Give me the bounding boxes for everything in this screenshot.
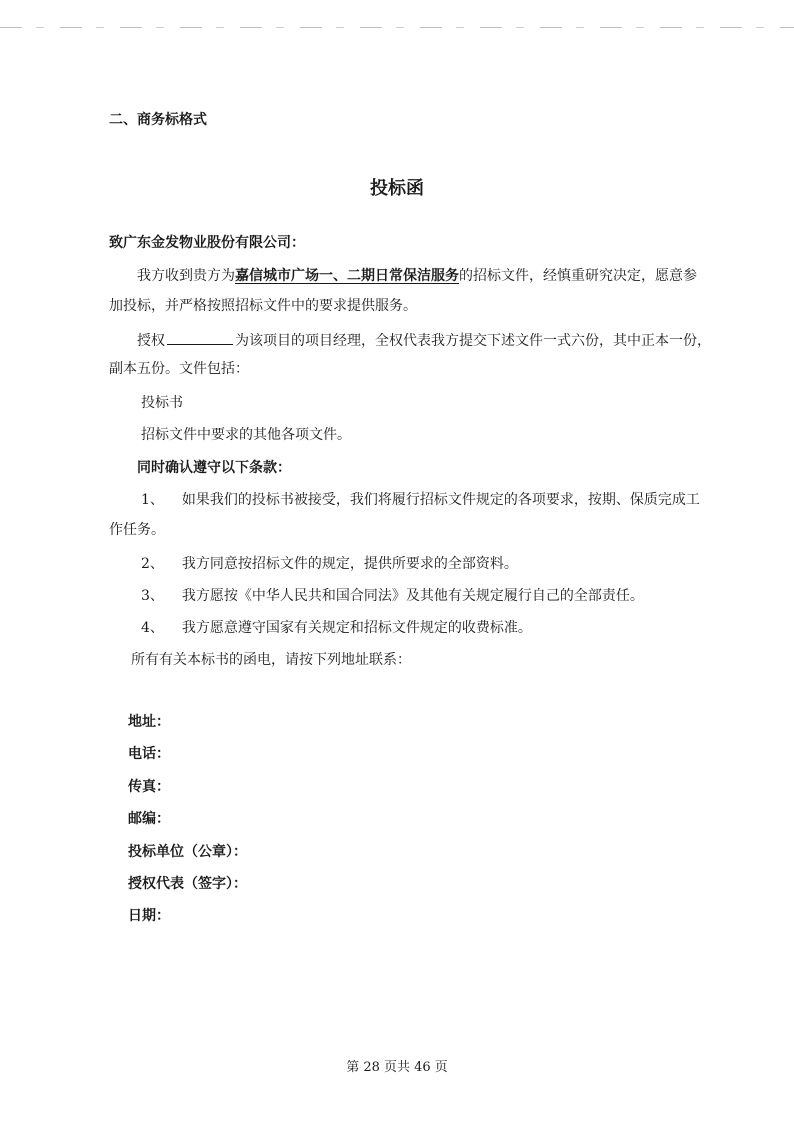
intro-prefix: 我方收到贵方为: [137, 268, 235, 284]
addressee: 致广东金发物业股份有限公司：: [109, 235, 305, 251]
postcode-field-label: 邮编：: [128, 811, 170, 827]
letter-title: 投标函: [370, 178, 424, 199]
term-text: 我方同意按招标文件的规定，提供所要求的全部资料。: [181, 556, 518, 572]
bidder-seal-label: 投标单位（公章）：: [128, 844, 247, 860]
manager-name-blank: [167, 330, 233, 345]
representative-signature-label: 授权代表（签字）：: [128, 876, 247, 892]
intro-paragraph-line-1: [137, 267, 697, 285]
authorization-prefix: 授权: [137, 333, 165, 349]
authorization-suffix: 为该项目的项目经理，全权代表我方提交下述文件一式六份，其中正本一份，: [235, 333, 711, 349]
term-item: [141, 587, 644, 605]
contact-intro: 所有有关本标书的函电，请按下列地址联系：: [131, 652, 411, 668]
address-field-label: 地址：: [128, 714, 170, 730]
document-item: 投标书: [141, 395, 183, 411]
authorization-line-2: 副本五份。文件包括：: [109, 361, 249, 377]
term-continuation: 作任务。: [109, 522, 165, 538]
authorization-line-1: [137, 330, 711, 350]
term-number: 3、: [141, 588, 164, 604]
term-text: 我方愿意遵守国家有关规定和招标文件规定的收费标准。: [181, 620, 532, 636]
intro-paragraph-line-2: 加投标，并严格按照招标文件中的要求提供服务。: [109, 298, 417, 314]
project-name: 嘉信城市广场一、二期日常保洁服务: [235, 268, 459, 284]
scan-edge-artifact: [0, 27, 794, 28]
phone-field-label: 电话：: [128, 746, 170, 762]
section-heading: 二、商务标格式: [109, 112, 207, 128]
term-number: 1、: [141, 492, 164, 508]
term-item: [141, 491, 700, 509]
date-field-label: 日期：: [128, 908, 170, 924]
document-item: 招标文件中要求的其他各项文件。: [141, 427, 351, 443]
intro-suffix: 的招标文件，经慎重研究决定，愿意参: [459, 268, 697, 284]
term-number: 2、: [141, 556, 164, 572]
page-footer: 第 28 页共 46 页: [346, 1060, 448, 1075]
term-text: 如果我们的投标书被接受，我们将履行招标文件规定的各项要求，按期、保质完成工: [181, 492, 700, 508]
term-item: [141, 555, 518, 573]
term-item: [141, 619, 532, 637]
fax-field-label: 传真：: [128, 779, 170, 795]
term-number: 4、: [141, 620, 164, 636]
term-text: 我方愿按《中华人民共和国合同法》及其他有关规定履行自己的全部责任。: [181, 588, 644, 604]
confirm-heading: 同时确认遵守以下条款：: [137, 460, 291, 476]
